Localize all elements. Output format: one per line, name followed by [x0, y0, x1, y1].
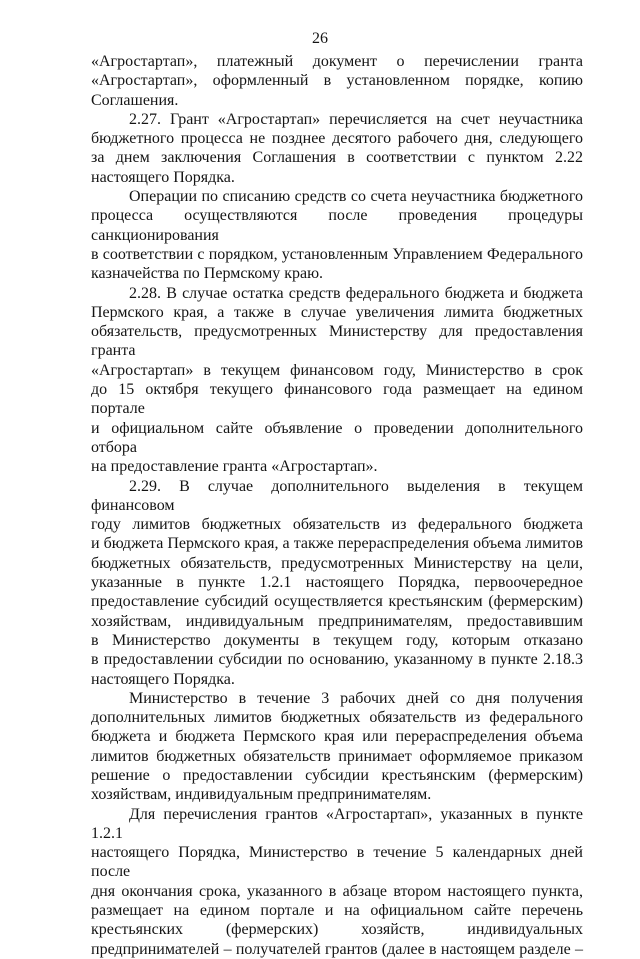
paragraph-line: предпринимателей – получателей грантов (далее в настоящем разделе –	[91, 940, 583, 958]
paragraph-line: за днем заключения Соглашения в соответствии с пунктом 2.22	[91, 149, 583, 167]
paragraph-line: крестьянских (фермерских) хозяйств, индивидуальных	[91, 921, 583, 939]
paragraph-line: в предоставлении субсидии по основанию, указанному в пункте 2.18.3	[91, 651, 583, 669]
paragraph-line: и официальном сайте объявление о проведении дополнительного отбора	[91, 419, 583, 456]
paragraph-line: указанные в пункте 1.2.1 настоящего Порядка, первоочередное	[91, 574, 583, 592]
paragraph-line: 2.29. В случае дополнительного выделения в текущем финансовом	[91, 477, 583, 514]
paragraph-line: Соглашения.	[91, 91, 179, 109]
paragraph-line: предоставление субсидий осуществляется крестьянским (фермерским)	[91, 593, 583, 611]
paragraph-line: до 15 октября текущего финансового года размещает на едином портале	[91, 381, 583, 418]
paragraph-line: Для перечисления грантов «Агростартап», указанных в пункте 1.2.1	[91, 805, 583, 842]
paragraph-line: хозяйствам, индивидуальным предпринимателям, предоставившим	[91, 612, 583, 630]
paragraph-line: «Агростартап», оформленный в установленном порядке, копию	[91, 72, 583, 90]
paragraph-line: лимитов бюджетных обязательств принимает оформляемое приказом	[91, 747, 583, 765]
paragraph-line: решение о предоставлении субсидии крестьянским (фермерским)	[91, 766, 583, 784]
paragraph-line: и бюджета Пермского края, а также перераспределения объема лимитов	[91, 535, 583, 553]
paragraph-line: 2.27. Грант «Агростартап» перечисляется на счет неучастника	[129, 110, 583, 128]
paragraph-line: «Агростартап» в текущем финансовом году, Министерство в срок	[91, 361, 583, 379]
paragraph-line: бюджетных обязательств, предусмотренных Министерству на цели,	[91, 554, 583, 572]
paragraph-line: обязательств, предусмотренных Министерству для предоставления гранта	[91, 323, 583, 360]
page-number: 26	[312, 30, 328, 47]
paragraph-line: настоящего Порядка, Министерство в течение 5 календарных дней после	[91, 844, 583, 881]
paragraph-line: размещает на едином портале и на официальном сайте перечень	[91, 902, 583, 920]
paragraph-line: казначейства по Пермскому краю.	[91, 265, 324, 283]
paragraph-line: бюджета и бюджета Пермского края или перераспределения объема	[91, 728, 583, 746]
paragraph-line: «Агростартап», платежный документ о перечислении гранта	[91, 53, 583, 70]
paragraph-line: в соответствии с порядком, установленным Управлением Федерального	[91, 245, 583, 263]
paragraph-line: году лимитов бюджетных обязательств из федерального бюджета	[91, 516, 583, 534]
paragraph-line: Операции по списанию средств со счета неучастника бюджетного	[129, 188, 583, 206]
paragraph-line: 2.28. В случае остатка средств федерального бюджета и бюджета	[129, 284, 583, 302]
paragraph-line: на предоставление гранта «Агростартап».	[91, 458, 378, 476]
paragraph-line: в Министерство документы в текущем году, которым отказано	[91, 631, 583, 649]
paragraph-line: Министерство в течение 3 рабочих дней со дня получения	[129, 689, 583, 707]
paragraph-line: хозяйствам, индивидуальным предпринимателям.	[91, 786, 432, 804]
paragraph-line: настоящего Порядка.	[91, 168, 235, 186]
paragraph-line: бюджетного процесса не позднее десятого рабочего дня, следующего	[91, 130, 583, 148]
paragraph-line: дня окончания срока, указанного в абзаце втором настоящего пункта,	[91, 882, 583, 900]
paragraph-line: Пермского края, а также в случае увеличения лимита бюджетных	[91, 303, 583, 321]
paragraph-line: процесса осуществляются после проведения процедуры санкционирования	[91, 207, 583, 244]
paragraph-line: настоящего Порядка.	[91, 670, 235, 688]
document-body	[91, 52, 583, 959]
paragraph-line: дополнительных лимитов бюджетных обязательств из федерального	[91, 709, 583, 727]
